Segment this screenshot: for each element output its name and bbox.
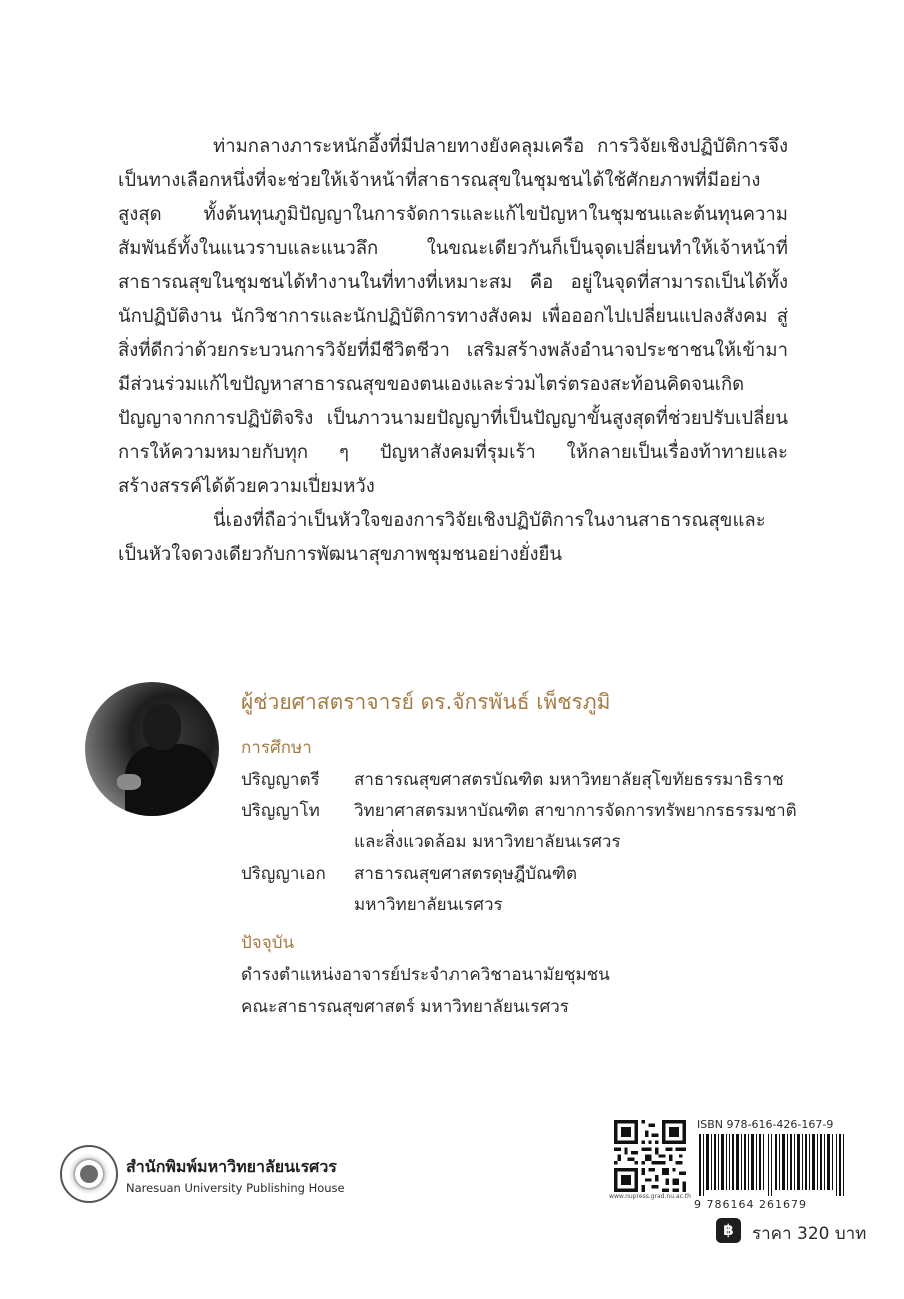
degree-detail: วิทยาศาสตรมหาบัณฑิต สาขาการจัดการทรัพยากรธรรมชาติ (354, 801, 797, 821)
price: ราคา 320 บาท (752, 1224, 867, 1244)
barcode-icon (699, 1134, 845, 1196)
degree-detail: และสิ่งแวดล้อม มหาวิทยาลัยนเรศวร (354, 832, 621, 852)
qr-url: www.nupress.grad.nu.ac.th (609, 1193, 691, 1200)
author-photo (85, 682, 219, 816)
degree-level-master: ปริญญาโท (241, 801, 320, 821)
degree-detail: สาธารณสุขศาสตรบัณฑิต มหาวิทยาลัยสุโขทัยธรรมาธิราช (354, 770, 784, 790)
author-name: ผู้ช่วยศาสตราจารย์ ดร.จักรพันธ์ เพ็ชรภูมิ (241, 690, 611, 714)
blurb (118, 130, 788, 572)
barcode-number: 9 786164 261679 (694, 1198, 807, 1211)
isbn: ISBN 978-616-426-167-9 (697, 1118, 834, 1131)
degree-detail: สาธารณสุขศาสตรดุษฎีบัณฑิต (354, 864, 578, 884)
education-heading: การศึกษา (241, 738, 312, 758)
baht-icon: ฿ (716, 1218, 741, 1243)
qr-code-icon (614, 1120, 686, 1192)
publisher-name-en: Naresuan University Publishing House (126, 1181, 345, 1195)
degree-level-bachelor: ปริญญาตรี (241, 770, 320, 790)
university-seal-icon (60, 1145, 118, 1203)
blurb-paragraph-2: นี่เองที่ถือว่าเป็นหัวใจของการวิจัยเชิงปฏิบัติการในงานสาธารณสุขและเป็นหัวใจดวงเดียวกับการพัฒนาสุขภาพชุมชนอย่างยั่งยืน (118, 510, 766, 565)
current-position: ดำรงตำแหน่งอาจารย์ประจำภาควิชาอนามัยชุมชน (241, 965, 610, 985)
degree-level-doctorate: ปริญญาเอก (241, 864, 326, 884)
degree-detail: มหาวิทยาลัยนเรศวร (354, 895, 503, 915)
current-heading: ปัจจุบัน (241, 933, 295, 953)
blurb-paragraph-1: ท่ามกลางภาระหนักอึ้งที่มีปลายทางยังคลุมเครือ การวิจัยเชิงปฏิบัติการจึงเป็นทางเลือกหนึ่งที่จะช่วยให้เจ้าหน้าที่สาธารณสุขในชุมชนได้ใช้ศักยภาพที่มีอย่างสูงสุด ทั้งต้นทุนภูมิปัญญาในการจัดการและแก้ไขปัญหาในชุมชนและต้นทุนความสัมพันธ์ทั้งในแนวราบและแนวลึก ในขณะเดียวกันก็เป็นจุดเปลี่ยนทำให้เจ้าหน้าที่สาธารณสุขในชุมชนได้ทำงานในที่ทางที่เหมาะสม คือ อยู่ในจุดที่สามารถเป็นได้ทั้งนักปฏิบัติงาน นักวิชาการและนักปฏิบัติการทางสังคม เพื่อออกไปเปลี่ยนแปลงสังคม สู่สิ่งที่ดีกว่าด้วยกระบวนการวิจัยที่มีชีวิตชีวา เสริมสร้างพลังอำนาจประชาชนให้เข้ามามีส่วนร่วมแก้ไขปัญหาสาธารณสุขของตนเองและร่วมไตร่ตรองสะท้อนคิดจนเกิดปัญญาจากการปฏิบัติจริง เป็นภาวนามยปัญญาที่เป็นปัญญาขั้นสูงสุดที่ช่วยปรับเปลี่ยนการให้ความหมายกับทุก ๆ ปัญหาสังคมที่รุมเร้า ให้กลายเป็นเรื่องท้าทายและสร้างสรรค์ได้ด้วยความเปี่ยมหวัง (118, 136, 788, 497)
current-faculty: คณะสาธารณสุขศาสตร์ มหาวิทยาลัยนเรศวร (241, 997, 569, 1017)
publisher-name-th: สำนักพิมพ์มหาวิทยาลัยนเรศวร (126, 1157, 337, 1176)
